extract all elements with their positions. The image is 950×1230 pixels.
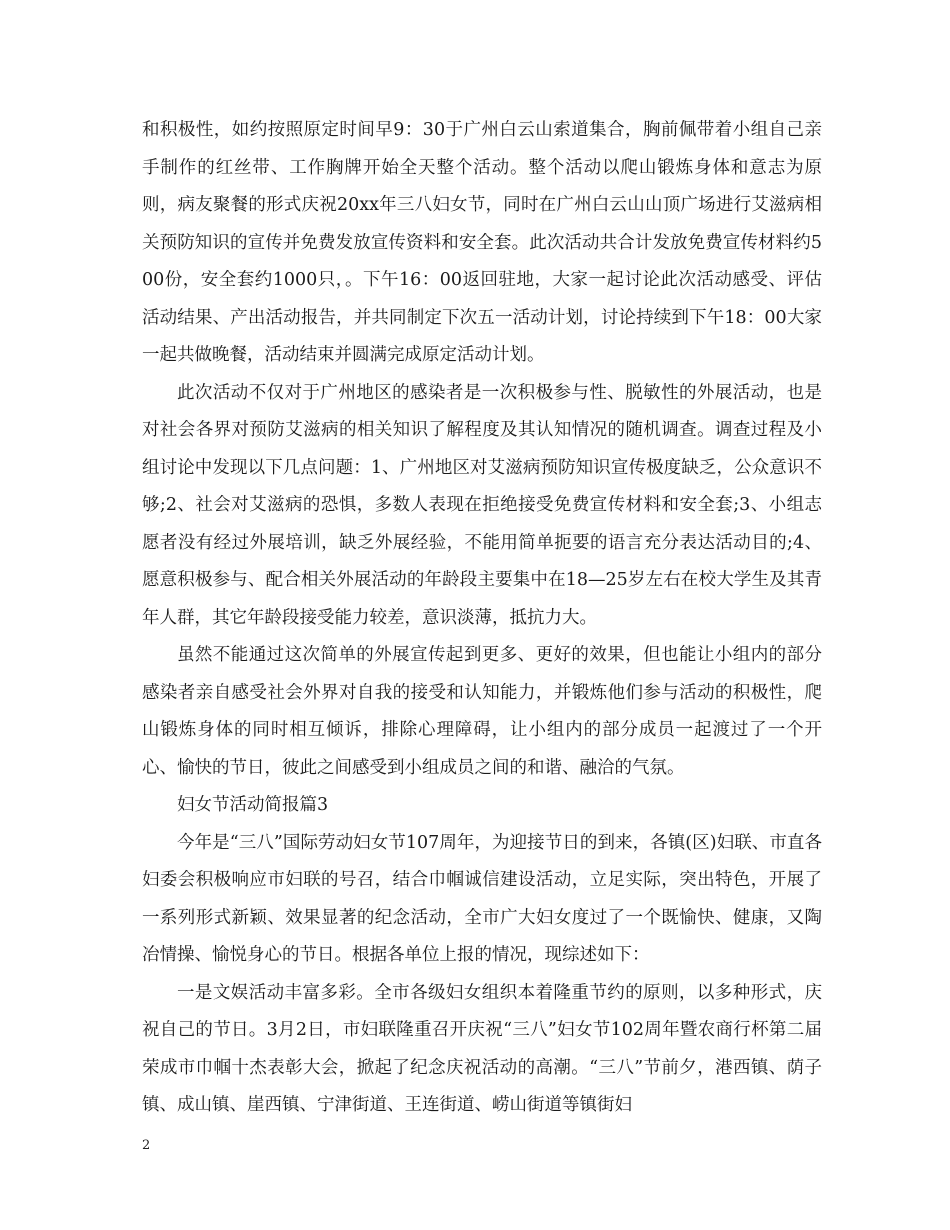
document-body (142, 112, 822, 1125)
paragraph-4: 今年是“三八”国际劳动妇女节107周年，为迎接节日的到来，各镇(区)妇联、市直各妇委会积极响应市妇联的号召，结合巾帼诚信建设活动，立足实际，突出特色，开展了一系列形式新颖、效果显著的纪念活动，全市广大妇女度过了一个既愉快、健康，又陶冶情操、愉悦身心的节日。根据各单位上报的情况，现综述如下： (142, 832, 822, 965)
section-heading: 妇女节活动简报篇3 (177, 795, 329, 815)
paragraph-1: 和积极性，如约按照原定时间早9：30于广州白云山索道集合，胸前佩带着小组自己亲手制作的红丝带、工作胸牌开始全天整个活动。整个活动以爬山锻炼身体和意志为原则，病友聚餐的形式庆祝20xx年三八妇女节，同时在广州白云山山顶广场进行艾滋病相关预防知识的宣传并免费发放宣传资料和安全套。此次活动共合计发放免费宣传材料约500份，安全套约1000只，。下午16：00返回驻地，大家一起讨论此次活动感受、评估活动结果、产出活动报告，并共同制定下次五一活动计划，讨论持续到下午18：00大家一起共做晚餐，活动结束并圆满完成原定活动计划。 (142, 120, 822, 365)
paragraph-5: 一是文娱活动丰富多彩。全市各级妇女组织本着隆重节约的原则，以多种形式，庆祝自己的节日。3月2日，市妇联隆重召开庆祝“三八”妇女节102周年暨农商行杯第二届荣成市巾帼十杰表彰大会，掀起了纪念庆祝活动的高潮。“三八”节前夕，港西镇、荫子镇、成山镇、崖西镇、宁津街道、王连街道、崂山街道等镇街妇 (142, 982, 822, 1115)
paragraph-2: 此次活动不仅对于广州地区的感染者是一次积极参与性、脱敏性的外展活动，也是对社会各界对预防艾滋病的相关知识了解程度及其认知情况的随机调查。调查过程及小组讨论中发现以下几点问题：1、广州地区对艾滋病预防知识宣传极度缺乏，公众意识不够;2、社会对艾滋病的恐惧，多数人表现在拒绝接受免费宣传材料和安全套;3、小组志愿者没有经过外展培训，缺乏外展经验，不能用简单扼要的语言充分表达活动目的;4、愿意积极参与、配合相关外展活动的年龄段主要集中在18—25岁左右在校大学生及其青年人群，其它年龄段接受能力较差，意识淡薄，抵抗力大。 (142, 382, 822, 628)
paragraph-3: 虽然不能通过这次简单的外展宣传起到更多、更好的效果，但也能让小组内的部分感染者亲自感受社会外界对自我的接受和认知能力，并锻炼他们参与活动的积极性，爬山锻炼身体的同时相互倾诉，排除心理障碍，让小组内的部分成员一起渡过了一个开心、愉快的节日，彼此之间感受到小组成员之间的和谐、融洽的气氛。 (142, 645, 822, 778)
page-number: 2 (142, 1138, 151, 1153)
